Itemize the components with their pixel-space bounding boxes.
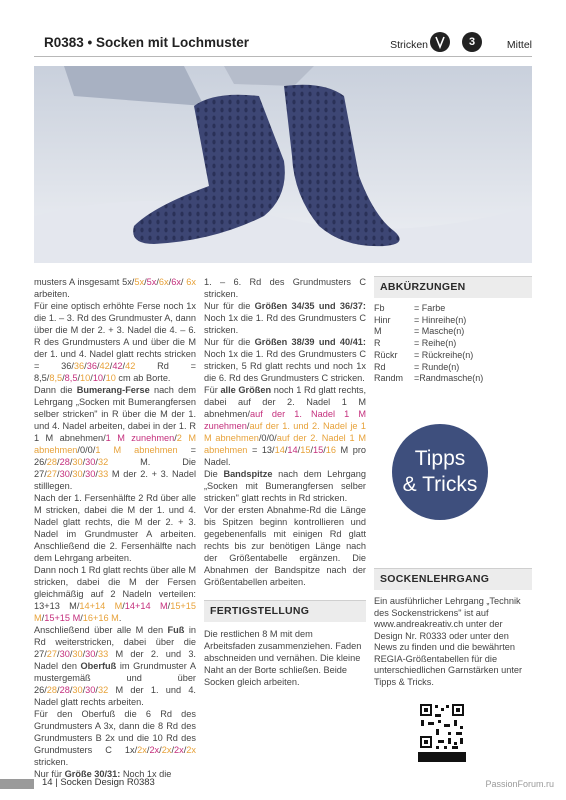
text-run: / <box>95 649 98 659</box>
text-run: / <box>57 685 60 695</box>
text-run: / <box>180 277 187 287</box>
text-run: 8,5 <box>49 373 63 383</box>
text-run: im Grundmuster A mustergemäß und über 26/ <box>34 661 196 695</box>
abbreviation-row <box>374 373 532 385</box>
text-run: / <box>122 601 125 611</box>
text-run: Nur für die <box>204 337 255 347</box>
text-run: Noch 1x die 1. Rd des Grundmusters C stricken. <box>204 313 366 335</box>
text-run: 32 <box>97 685 109 695</box>
column1-paragraph <box>34 300 196 384</box>
text-run: 14 <box>274 445 285 455</box>
text-run: 32 <box>97 457 109 467</box>
watermark: PassionForum.ru <box>485 779 554 789</box>
text-run: / <box>57 457 60 467</box>
text-run: nach dem Lehrgang „Socken mit Bumerangfersen selber stricken" glatt rechts in Rd stricken. <box>204 469 367 503</box>
text-run: 33 <box>97 649 109 659</box>
column1-paragraph <box>34 384 196 492</box>
text-run: 28 <box>46 685 58 695</box>
abbreviation-value: =Randmasche(n) <box>414 373 484 384</box>
pattern-title: R0383 • Socken mit Lochmuster <box>44 35 250 50</box>
abbreviation-value: = Masche(n) <box>414 326 465 337</box>
text-run: 33 <box>97 469 109 479</box>
column2-paragraph <box>204 300 366 336</box>
text-run: 28 <box>59 457 70 467</box>
sockenlehrgang-heading: SOCKENLEHRGANG <box>374 568 532 590</box>
text-run: auf der 2. Nadel 1 M abnehmen <box>204 433 366 455</box>
text-run: M pro Nadel. <box>204 445 366 467</box>
tipps-line-1: Tipps <box>414 447 466 470</box>
text-run: 30 <box>85 469 96 479</box>
text-run: 30 <box>72 685 83 695</box>
text-run: / <box>284 445 288 455</box>
text-run: 27 <box>46 469 58 479</box>
text-run: / <box>95 469 98 479</box>
text-run: / <box>103 373 106 383</box>
text-run: cm ab Borte. <box>115 373 171 383</box>
text-run: / <box>146 745 150 755</box>
text-run: Für <box>204 385 221 395</box>
column2-paragraph <box>204 384 366 468</box>
text-run: 27 <box>46 649 58 659</box>
text-run: / <box>82 469 86 479</box>
text-run: 16 <box>325 445 337 455</box>
abbreviation-value: = Hinreihe(n) <box>414 314 467 325</box>
text-run: / <box>84 361 87 371</box>
text-run: Für eine optisch erhöhte Ferse noch 1x die 1. – 3. Rd des Grundmuster A, dann über die M der 2. + 3. Nadel die 4. – 6. R des Grundmusters A und über die M der 1. und 4. Nadel glatt rechts stricken = 36/ <box>34 301 196 371</box>
text-run: 2x <box>149 745 160 755</box>
column2-paragraph <box>204 468 366 504</box>
text-run: / <box>80 613 83 623</box>
fertigstellung-text: Die restlichen 8 M mit dem Arbeitsfaden zusammenziehen. Faden abschneiden und vernähen. Die kleine Naht an der Borte schließen. Beide Socken gleich arbeiten. <box>204 629 362 687</box>
abbreviation-key: Rd <box>374 361 386 372</box>
abbreviation-key: Rückr <box>374 349 398 360</box>
text-run: / <box>174 433 177 443</box>
text-run: musters A insgesamt 5x/ <box>34 277 135 287</box>
text-run: 15 <box>300 445 311 455</box>
column2-paragraph <box>204 504 366 588</box>
text-run: / <box>246 421 250 431</box>
text-run: / <box>183 745 187 755</box>
text-run: 42 <box>99 361 110 371</box>
column2-paragraph <box>204 336 366 384</box>
text-run: alle Größen <box>220 385 272 395</box>
text-run: 30 <box>72 469 83 479</box>
text-run: 30 <box>85 685 96 695</box>
text-run: 2x <box>174 745 184 755</box>
qr-code[interactable] <box>418 702 466 762</box>
text-run: / <box>57 649 60 659</box>
text-run: 30 <box>59 469 70 479</box>
text-run: 8,5 <box>64 373 78 383</box>
text-run: / <box>77 373 81 383</box>
text-run: 14 <box>287 445 298 455</box>
text-run: 1 M abnehmen <box>95 445 178 455</box>
column1-paragraph <box>34 564 196 624</box>
text-run: 6x <box>186 277 197 287</box>
text-run: 42 <box>125 361 136 371</box>
text-run: auf der 1. und 2. Nadel je 1 M abnehmen <box>204 421 366 443</box>
text-run: = 13/ <box>247 445 275 455</box>
text-run: M der 2. + 3. Nadel stilllegen. <box>34 469 196 491</box>
abbreviation-key: R <box>374 338 381 349</box>
column1-paragraph <box>34 492 196 564</box>
instructions-column-1 <box>34 276 196 780</box>
abbreviation-row <box>374 315 532 327</box>
text-run: nach dem Lehrgang „Socken mit Bumerangfersen selber stricken" in R über die M der 1. und 4. Nadel arbeiten, dabei in der 1. R 1 M abnehmen/ <box>34 385 196 443</box>
knitting-needles-icon <box>430 32 450 52</box>
text-run: /0/0/ <box>258 433 277 443</box>
text-run: / <box>69 649 73 659</box>
abbreviation-key: Hinr <box>374 314 391 325</box>
text-run: 36 <box>73 361 85 371</box>
text-run: auf der 1. Nadel 1 M zunehmen <box>204 409 366 431</box>
text-run: / <box>310 445 313 455</box>
text-run: / <box>62 373 65 383</box>
text-run: M der 1. und 4. Nadel glatt rechts arbeiten. <box>34 685 196 707</box>
page-header <box>34 34 532 57</box>
text-run: 14+14 M <box>124 601 168 611</box>
text-run: /0/0/ <box>77 445 96 455</box>
text-run: . <box>118 613 122 623</box>
column1-paragraph <box>34 708 196 768</box>
text-run: 15+15 M <box>44 613 81 623</box>
abbreviation-value: = Runde(n) <box>414 361 460 372</box>
footer-bar <box>0 779 34 789</box>
column1-paragraph <box>34 624 196 708</box>
abkuerzungen-heading: ABKÜRZUNGEN <box>374 276 532 298</box>
text-run: 15+15 M <box>34 601 197 623</box>
text-run: 30 <box>59 649 70 659</box>
text-run: / <box>109 361 113 371</box>
text-run: 30 <box>85 457 96 467</box>
abbreviation-row <box>374 362 532 374</box>
text-run: in Rd weiterstricken, dabei über die 27/ <box>34 625 196 659</box>
text-run: Bumerang-Ferse <box>76 385 150 395</box>
text-run: Noch 1x die <box>120 769 172 779</box>
text-run: / <box>57 469 60 479</box>
text-run: 5x <box>146 277 157 287</box>
text-run: Dann noch 1 Rd glatt rechts über alle M stricken, dabei die M der Fersen gleichmäßig auf 2 Nadeln verteilen: 13+13 M/ <box>34 565 196 611</box>
text-run: 2 M abnehmen <box>34 433 196 455</box>
text-run: Größen 34/35 und 36/37: <box>254 301 366 311</box>
text-run: = 26/ <box>34 445 197 467</box>
abbreviation-value: = Rückreihe(n) <box>414 349 474 360</box>
text-run: Fuß <box>167 625 185 635</box>
abbreviation-row <box>374 338 532 350</box>
text-run: 2x <box>186 745 196 755</box>
text-run: Oberfuß <box>80 661 117 671</box>
text-run: 2x <box>137 745 147 755</box>
lehrgang-box <box>374 568 532 688</box>
text-run: / <box>69 469 73 479</box>
text-run: 1. – 6. Rd des Grundmusters C stricken. <box>204 277 366 299</box>
text-run: Bandspitze <box>223 469 273 479</box>
text-run: 6x <box>171 277 181 287</box>
abbreviation-row <box>374 303 532 315</box>
text-run: / <box>41 613 45 623</box>
text-run: / <box>96 361 100 371</box>
text-run: M. Die 27/ <box>34 457 196 479</box>
text-run: 10 <box>105 373 116 383</box>
text-run: 14+14 M <box>79 601 123 611</box>
text-run: / <box>95 685 98 695</box>
text-run: 10 <box>92 373 104 383</box>
text-run: / <box>297 445 301 455</box>
text-run: 30 <box>85 649 96 659</box>
text-run: / <box>82 649 86 659</box>
text-run: / <box>82 457 86 467</box>
text-run: arbeiten. <box>34 289 70 299</box>
text-run: / <box>69 685 73 695</box>
text-run: 28 <box>46 457 58 467</box>
text-run: 10 <box>80 373 91 383</box>
text-run: / <box>82 685 86 695</box>
fertigstellung-heading: FERTIGSTELLUNG <box>204 600 366 622</box>
instructions-column-2 <box>204 276 366 688</box>
tipps-line-2: & Tricks <box>402 473 478 496</box>
text-run: Dann die <box>34 385 77 395</box>
text-run: Nach der 1. Fersenhälfte 2 Rd über alle M stricken, dabei die M der 1. und 4. Nadel glatt rechts, die M der 2. + 3. Nadel im Grundmuster A arbeiten. Anschließend die 2. Fersenhälfte nach dem Lehrgang arbeiten. <box>34 493 196 563</box>
column2-paragraph <box>204 276 366 300</box>
sockenlehrgang-text: Ein ausführlicher Lehrgang „Technik des Sockenstrickens" ist auf www.andreakreativ.ch unter der Design Nr. R0333 oder unter den News zu finden und die bewährten REGIA-Größentabellen für die unterschiedlichen Garnstärken unter Tipps & Tricks. <box>374 596 523 687</box>
text-run: 6x <box>158 277 169 287</box>
text-run: Vor der ersten Abnahme-Rd die Länge bis Spitzen beginn kontrollieren und gegebenenfalls mit einigen Rd glatt rechts bis zur benötigen Länge nach der Größentabelle ergänzen. Die Abnahmen der Bandspitze nach der Größentabellen arbeiten. <box>204 505 366 587</box>
level-label: Mittel <box>506 39 532 51</box>
text-run: 28 <box>59 685 70 695</box>
text-run: M der 2. und 3. Nadel den <box>34 649 196 671</box>
text-run: 1 M zunehmen <box>105 433 175 443</box>
abbreviation-key: Fb <box>374 303 385 313</box>
text-run: / <box>95 457 98 467</box>
text-run: / <box>69 457 73 467</box>
text-run: / <box>144 277 147 287</box>
abbreviation-row <box>374 350 532 362</box>
difficulty-label: Stricken <box>390 39 428 51</box>
text-run: Anschließend über alle M den <box>34 625 168 635</box>
sidebar-column <box>374 276 532 385</box>
text-run: stricken. <box>34 757 69 767</box>
text-run: / <box>159 745 162 755</box>
text-run: / <box>90 373 93 383</box>
text-run: 2x <box>161 745 172 755</box>
abbreviation-value: = Farbe <box>414 303 446 313</box>
abbreviation-value: = Reihe(n) <box>414 338 457 349</box>
footer-page-label: 14 | Socken Design R0383 <box>42 777 155 788</box>
text-run: 16+16 M <box>82 613 119 623</box>
text-run: Nur für <box>34 769 65 779</box>
level-badge: 3 <box>462 32 482 52</box>
text-run: 30 <box>72 649 83 659</box>
column1-paragraph <box>34 276 196 300</box>
text-run: / <box>323 445 326 455</box>
text-run: 5x <box>134 277 145 287</box>
text-run: Nur für die <box>204 301 255 311</box>
text-run: 36 <box>86 361 97 371</box>
text-run: Die <box>204 469 224 479</box>
text-run: / <box>156 277 159 287</box>
text-run: / <box>168 277 172 287</box>
text-run: / <box>167 601 171 611</box>
page-footer <box>0 775 566 793</box>
text-run: Größen 38/39 und 40/41: <box>254 337 366 347</box>
text-run: Für den Oberfuß die 6 Rd des Grundmusters A 3x, dann die 8 Rd des Grundmusters B 2x und die 10 Rd des Grundmusters C 1x/ <box>34 709 196 755</box>
text-run: Noch 1x die 1. Rd des Grundmusters C stricken, 5 Rd glatt rechts und noch 1x die 6. Rd des Grundmusters C stricken. <box>204 349 366 383</box>
abbreviation-row <box>374 326 532 338</box>
text-run: Größe 30/31: <box>64 769 121 779</box>
text-run: 30 <box>72 457 83 467</box>
text-run: 42 <box>112 361 123 371</box>
text-run: noch 1 Rd glatt rechts, dabei auf der 2. Nadel 1 M abnehmen/ <box>204 385 367 419</box>
text-run: / <box>171 745 174 755</box>
text-run: Rd = 8,5/ <box>34 361 196 383</box>
abbreviation-list <box>374 303 532 385</box>
abbreviation-key: M <box>374 326 382 337</box>
tipps-tricks-badge <box>392 424 488 520</box>
text-run: / <box>122 361 126 371</box>
socks-photo <box>34 66 532 263</box>
text-run: 15 <box>313 445 324 455</box>
abbreviation-key: Randm <box>374 373 404 384</box>
